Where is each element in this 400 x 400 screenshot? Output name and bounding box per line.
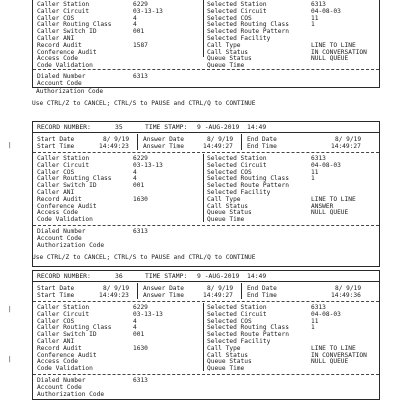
answer-date: 8/ 9/19 xyxy=(207,136,234,143)
caller-field-label: Caller Routing Class xyxy=(37,324,112,332)
divider xyxy=(33,152,379,153)
start-date: 8/ 9/19 xyxy=(103,136,130,143)
dialed-number-value: 6313 xyxy=(133,377,148,384)
selected-field-label: Selected Route Pattern xyxy=(207,182,289,190)
selected-field-value: 11 xyxy=(311,317,319,325)
selected-field-label: Selected Route Pattern xyxy=(207,28,289,36)
selected-field-value: NULL QUEUE xyxy=(311,358,349,366)
selected-field-label: Selected Facility xyxy=(207,35,271,42)
caller-field-label: Caller Station xyxy=(37,304,90,311)
caller-field-label: Caller Routing Class xyxy=(37,175,112,183)
caller-field-label: Caller Switch ID xyxy=(37,182,97,190)
selected-field-label: Selected Station xyxy=(207,1,267,8)
caller-field-value: 6229 xyxy=(133,155,148,162)
selected-field-label: Selected Facility xyxy=(207,338,271,345)
caller-field-value: 03-13-13 xyxy=(133,7,163,15)
continue-note: Use CTRL/Z to CANCEL; CTRL/S to PAUSE and CTRL/Q to CONTINUE xyxy=(32,100,256,107)
caller-field-value: 03-13-13 xyxy=(133,161,163,169)
selected-field-label: Selected Routing Class xyxy=(207,175,289,183)
caller-field-label: Code Validation xyxy=(37,365,93,373)
caller-field-label: Caller COS xyxy=(37,14,75,22)
selected-field-value: NULL QUEUE xyxy=(311,209,349,217)
caller-field-label: Caller ANI xyxy=(37,338,75,345)
start-time: 14:49:23 xyxy=(99,143,129,150)
start-date-label: Start Date xyxy=(37,136,75,143)
caller-field-value: 4 xyxy=(133,168,137,176)
authorization-code-label: Authorization Code xyxy=(37,242,105,249)
column-divider xyxy=(203,303,204,371)
margin-mark: | xyxy=(8,306,12,313)
timestamp-label: TIME STAMP: xyxy=(145,123,188,131)
column-divider xyxy=(241,134,242,150)
caller-field-label: Record Audit xyxy=(37,195,82,203)
end-date-label: End Date xyxy=(247,285,277,292)
caller-field-value: 001 xyxy=(133,331,145,339)
continue-note-2: Use CTRL/Z to CANCEL; CTRL/S to PAUSE and CTRL/Q to CONTINUE xyxy=(32,254,256,261)
selected-field-label: Selected COS xyxy=(207,317,252,325)
caller-field-value: 1630 xyxy=(133,195,148,203)
caller-field-label: Conference Audit xyxy=(37,202,97,210)
selected-field-label: Selected Circuit xyxy=(207,310,267,318)
caller-field-label: Caller Switch ID xyxy=(37,331,97,339)
timestamp: 9 -AUG-2019 14:49 xyxy=(197,272,267,280)
answer-time: 14:49:27 xyxy=(203,292,233,299)
selected-field-label: Call Status xyxy=(207,351,248,359)
selected-field-value: 6313 xyxy=(311,155,326,162)
caller-field-label: Caller Circuit xyxy=(37,7,90,15)
selected-field-value: 1 xyxy=(311,175,315,183)
timestamp-label: TIME STAMP: xyxy=(145,272,188,280)
selected-field-label: Queue Time xyxy=(207,62,245,70)
caller-field-value: 6229 xyxy=(133,304,148,311)
caller-field-label: Caller COS xyxy=(37,317,75,325)
record-number: 36 xyxy=(115,272,123,280)
selected-field-label: Selected Facility xyxy=(207,189,271,196)
selected-field-value: 11 xyxy=(311,168,319,176)
dialed-number-value: 6313 xyxy=(133,228,148,235)
start-date-label: Start Date xyxy=(37,285,75,292)
selected-field-value: 1 xyxy=(311,324,315,332)
caller-field-value: 4 xyxy=(133,21,137,29)
selected-field-label: Call Type xyxy=(207,195,241,203)
selected-field-label: Call Type xyxy=(207,41,241,49)
column-divider xyxy=(137,283,138,299)
caller-field-label: Caller ANI xyxy=(37,35,75,42)
selected-field-value: 04-08-03 xyxy=(311,161,341,169)
end-time-label: End Time xyxy=(247,143,277,150)
end-time-label: End Time xyxy=(247,292,277,299)
dialed-number-label: Dialed Number xyxy=(37,228,86,235)
call-record-partial xyxy=(32,0,380,88)
caller-field-label: Conference Audit xyxy=(37,351,97,359)
caller-field-label: Code Validation xyxy=(37,216,93,224)
end-time: 14:49:36 xyxy=(331,292,361,299)
column-divider xyxy=(203,0,204,57)
answer-date-label: Answer Date xyxy=(143,136,184,143)
caller-field-label: Caller Circuit xyxy=(37,310,90,318)
divider xyxy=(33,374,379,375)
divider xyxy=(33,301,379,302)
account-code-label: Account Code xyxy=(37,384,82,391)
selected-field-label: Queue Status xyxy=(207,55,252,63)
selected-field-label: Selected Routing Class xyxy=(207,324,289,332)
margin-mark: | xyxy=(8,356,12,363)
caller-field-value: 6229 xyxy=(133,1,148,8)
selected-field-value: 1 xyxy=(311,21,315,29)
dialed-number-label: Dialed Number xyxy=(37,377,86,384)
column-divider xyxy=(203,154,204,222)
selected-field-label: Selected Circuit xyxy=(207,7,267,15)
end-time: 14:49:27 xyxy=(331,143,361,150)
caller-field-value: 4 xyxy=(133,317,137,325)
caller-field-label: Caller Circuit xyxy=(37,161,90,169)
end-date-label: End Date xyxy=(247,136,277,143)
record-header xyxy=(33,271,379,282)
selected-field-label: Queue Status xyxy=(207,209,252,217)
account-code-label: Account Code xyxy=(37,235,82,242)
selected-field-value: 6313 xyxy=(311,1,326,8)
caller-field-label: Access Code xyxy=(37,358,78,366)
margin-mark: | xyxy=(8,142,12,149)
caller-field-value: 4 xyxy=(133,324,137,332)
call-record-36 xyxy=(32,270,380,400)
selected-field-label: Queue Time xyxy=(207,216,245,224)
account-code-label: Account Code xyxy=(37,80,82,87)
selected-field-value: LINE TO LINE xyxy=(311,41,356,49)
selected-field-label: Selected Routing Class xyxy=(207,21,289,29)
caller-field-value: 1587 xyxy=(133,41,148,49)
caller-field-value: 001 xyxy=(133,182,145,190)
timestamp: 9 -AUG-2019 14:49 xyxy=(197,123,267,131)
caller-field-value: 4 xyxy=(133,14,137,22)
end-date: 8/ 9/19 xyxy=(335,136,362,143)
column-divider xyxy=(137,134,138,150)
caller-field-value: 4 xyxy=(133,175,137,183)
selected-field-label: Selected Station xyxy=(207,155,267,162)
start-time: 14:49:23 xyxy=(99,292,129,299)
caller-field-label: Conference Audit xyxy=(37,48,97,56)
caller-field-value: 001 xyxy=(133,28,145,36)
selected-field-value: IN CONVERSATION xyxy=(311,48,367,56)
selected-field-label: Selected Station xyxy=(207,304,267,311)
caller-field-label: Caller COS xyxy=(37,168,75,176)
selected-field-label: Queue Time xyxy=(207,365,245,373)
selected-field-label: Call Type xyxy=(207,344,241,352)
selected-field-value: LINE TO LINE xyxy=(311,344,356,352)
caller-field-label: Caller Switch ID xyxy=(37,28,97,36)
answer-time-label: Answer Time xyxy=(143,143,184,150)
selected-field-value: ANSWER xyxy=(311,202,334,210)
answer-date-label: Answer Date xyxy=(143,285,184,292)
selected-field-value: 04-08-03 xyxy=(311,310,341,318)
call-record-35 xyxy=(32,121,380,267)
selected-field-value: IN CONVERSATION xyxy=(311,351,367,359)
caller-field-label: Caller ANI xyxy=(37,189,75,196)
record-number-label: RECORD NUMBER: xyxy=(37,123,91,131)
selected-field-value: LINE TO LINE xyxy=(311,195,356,203)
caller-field-label: Caller Station xyxy=(37,155,90,162)
authorization-code-label: Authorization Code xyxy=(36,88,104,95)
selected-field-label: Call Status xyxy=(207,48,248,56)
caller-field-value: 03-13-13 xyxy=(133,310,163,318)
selected-field-value: NULL QUEUE xyxy=(311,55,349,63)
end-date: 8/ 9/19 xyxy=(335,285,362,292)
record-number: 35 xyxy=(115,123,123,131)
caller-field-label: Record Audit xyxy=(37,344,82,352)
dialed-number-value: 6313 xyxy=(133,73,148,80)
answer-time: 14:49:27 xyxy=(203,143,233,150)
selected-field-value: 04-08-03 xyxy=(311,7,341,15)
column-divider xyxy=(241,283,242,299)
selected-field-label: Selected COS xyxy=(207,14,252,22)
record-number-label: RECORD NUMBER: xyxy=(37,272,91,280)
dialed-number-label: Dialed Number xyxy=(37,73,86,80)
caller-field-label: Caller Station xyxy=(37,1,90,8)
authorization-code-label: Authorization Code xyxy=(37,391,105,398)
caller-field-value: 1630 xyxy=(133,344,148,352)
selected-field-label: Queue Status xyxy=(207,358,252,366)
selected-field-label: Selected Circuit xyxy=(207,161,267,169)
record-header xyxy=(33,122,379,133)
start-time-label: Start Time xyxy=(37,143,75,150)
answer-time-label: Answer Time xyxy=(143,292,184,299)
divider xyxy=(33,225,379,226)
selected-field-value: 6313 xyxy=(311,304,326,311)
selected-field-label: Selected Route Pattern xyxy=(207,331,289,339)
answer-date: 8/ 9/19 xyxy=(207,285,234,292)
selected-field-label: Selected COS xyxy=(207,168,252,176)
caller-field-label: Access Code xyxy=(37,55,78,63)
selected-field-value: 11 xyxy=(311,14,319,22)
caller-field-label: Record Audit xyxy=(37,41,82,49)
start-date: 8/ 9/19 xyxy=(103,285,130,292)
caller-field-label: Access Code xyxy=(37,209,78,217)
selected-field-label: Call Status xyxy=(207,202,248,210)
caller-field-label: Caller Routing Class xyxy=(37,21,112,29)
start-time-label: Start Time xyxy=(37,292,75,299)
caller-field-label: Code Validation xyxy=(37,62,93,70)
